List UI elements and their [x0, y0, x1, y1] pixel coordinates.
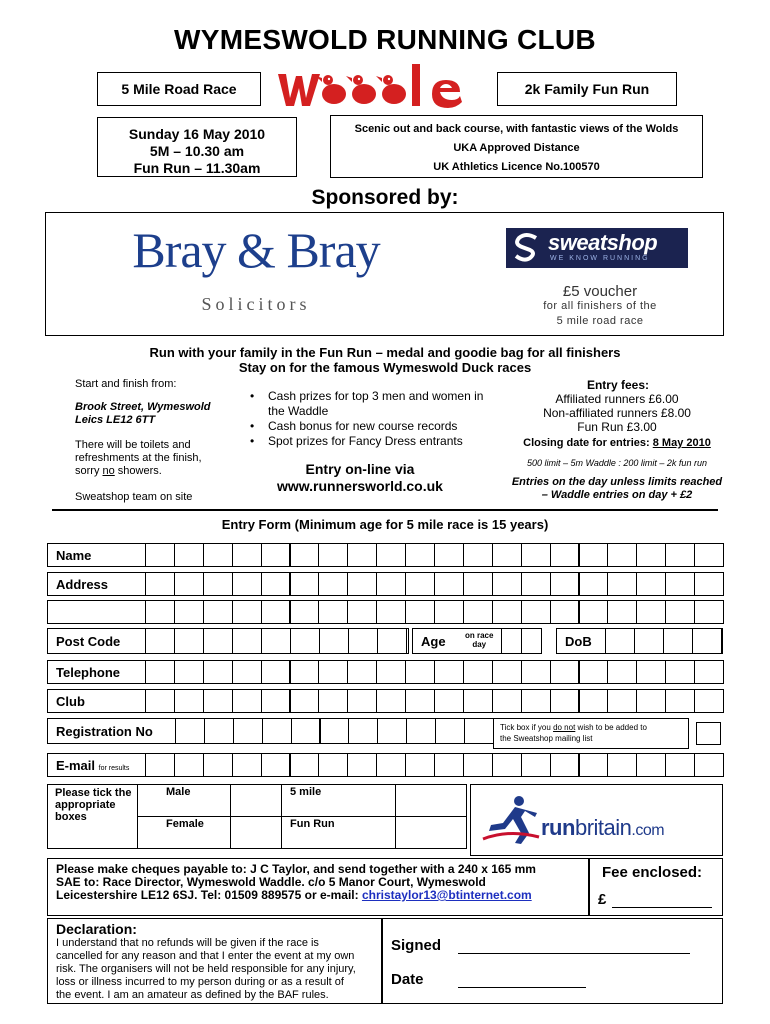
duck-logo-icon [272, 58, 488, 112]
dob-char-cell[interactable] [663, 628, 693, 654]
club-char-cell[interactable] [607, 689, 637, 713]
fee-non-affiliated: Non-affiliated runners £8.00 [543, 406, 691, 420]
name-char-cell[interactable] [318, 543, 348, 567]
entry-online [240, 461, 480, 495]
address-char-cell[interactable] [290, 600, 320, 624]
telephone-char-cell[interactable] [579, 660, 609, 684]
email-label-text: E-mail [56, 758, 96, 773]
tick-label-line1: Please tick the [55, 787, 132, 799]
runbritain-run: run [541, 815, 575, 840]
postcode-char-cell[interactable] [377, 628, 407, 654]
address-char-cell[interactable] [261, 600, 291, 624]
name-char-cell[interactable] [607, 543, 637, 567]
page-title: WYMESWOLD RUNNING CLUB [174, 24, 596, 55]
fees-block [498, 378, 736, 502]
email-char-cell[interactable] [434, 753, 464, 777]
telephone-label: Telephone [56, 665, 121, 680]
race-time-fun-run: Fun Run – 11.30am [133, 160, 261, 176]
declaration-heading: Declaration: [56, 921, 137, 937]
address-char-cell[interactable] [318, 572, 348, 596]
start-label: Start and finish from: [75, 378, 177, 390]
telephone-char-cell[interactable] [636, 660, 666, 684]
email-char-cell[interactable] [145, 753, 175, 777]
mailing-note-post: wish to be added to [575, 723, 647, 732]
declaration-line3: risk. The organisers will not be held responsible for any injury, [56, 963, 356, 975]
postcode-char-cell[interactable] [232, 628, 262, 654]
club-char-cell[interactable] [174, 689, 204, 713]
telephone-char-cell[interactable] [145, 660, 175, 684]
email-char-cell[interactable] [492, 753, 522, 777]
entry-online-label: Entry on-line via [305, 461, 415, 477]
bray-logo: Bray & Bray [132, 222, 380, 278]
registration-char-cell[interactable] [262, 718, 292, 744]
name-char-cell[interactable] [521, 543, 551, 567]
name-char-cell[interactable] [261, 543, 291, 567]
telephone-char-cell[interactable] [318, 660, 348, 684]
race-date: Sunday 16 May 2010 [128, 126, 266, 142]
tick-label-line3: boxes [55, 811, 87, 823]
entry-limits: 500 limit – 5m Waddle : 200 limit – 2k fun run [527, 458, 707, 468]
mailing-note-line2: the Sweatshop mailing list [500, 734, 593, 743]
address-char-cell[interactable] [694, 572, 724, 596]
payment-line2: SAE to: Race Director, Wymeswold Waddle. c/o 5 Manor Court, Wymeswold [56, 875, 486, 889]
prize-item: • Cash prizes for top 3 men and women in the Waddle [246, 389, 496, 419]
tick-label [55, 787, 131, 823]
toilets-line2: refreshments at the finish, [75, 452, 202, 464]
course-info-box [330, 115, 703, 178]
closing-date-value: 8 May 2010 [652, 437, 711, 449]
race-left-box [97, 72, 261, 106]
declaration-line4: loss or illness incurred to my person during or as a result of [56, 976, 344, 988]
club-char-cell[interactable] [232, 689, 262, 713]
signed-label: Signed [391, 937, 442, 954]
postcode-char-cell[interactable] [348, 628, 378, 654]
club-char-cell[interactable] [203, 689, 233, 713]
club-char-cell[interactable] [550, 689, 580, 713]
name-char-cell[interactable] [405, 543, 435, 567]
licence-number: UK Athletics Licence No.100570 [433, 161, 600, 173]
sweatshop-logo [506, 228, 688, 268]
name-char-cell[interactable] [203, 543, 233, 567]
club-char-cell[interactable] [636, 689, 666, 713]
voucher: £5 voucher [562, 283, 638, 300]
fee-amount-line[interactable] [612, 907, 712, 908]
fees-heading: Entry fees: [586, 378, 649, 392]
course-description: Scenic out and back course, with fantastic views of the Wolds [354, 123, 679, 135]
email-char-cell[interactable] [290, 753, 320, 777]
declaration-text [56, 937, 356, 1002]
email-char-cell[interactable] [694, 753, 724, 777]
club-char-cell[interactable] [579, 689, 609, 713]
name-label: Name [56, 548, 92, 563]
address-char-cell[interactable] [145, 600, 175, 624]
date-box [97, 117, 297, 177]
email-char-cell[interactable] [463, 753, 493, 777]
race-time-5m: 5M – 10.30 am [149, 143, 245, 159]
race-right-label: 2k Family Fun Run [524, 81, 650, 97]
address-char-cell[interactable] [232, 600, 262, 624]
sweatshop-tagline: WE KNOW RUNNING [550, 255, 650, 262]
name-char-cell[interactable] [636, 543, 666, 567]
payment-email-link[interactable]: christaylor13@btinternet.com [361, 888, 532, 902]
address-char-cell[interactable] [434, 600, 464, 624]
telephone-char-cell[interactable] [694, 660, 724, 684]
address-label: Address [56, 577, 109, 592]
female-label: Female [166, 818, 204, 830]
club-char-cell[interactable] [261, 689, 291, 713]
closing-label: Closing date for entries: [523, 437, 653, 449]
registration-char-cell[interactable] [435, 718, 465, 744]
name-char-cell[interactable] [579, 543, 609, 567]
club-char-cell[interactable] [463, 689, 493, 713]
address-char-cell[interactable] [174, 600, 204, 624]
postcode-char-cell[interactable] [319, 628, 349, 654]
prize-item: • Cash bonus for new course records [246, 419, 496, 434]
name-char-cell[interactable] [665, 543, 695, 567]
entries-on-day-line1: Entries on the day unless limits reached [511, 476, 723, 488]
race-left-label: 5 Mile Road Race [121, 81, 237, 97]
club-char-cell[interactable] [521, 689, 551, 713]
address-char-cell[interactable] [550, 600, 580, 624]
uka-approved: UKA Approved Distance [453, 142, 580, 154]
email-char-cell[interactable] [579, 753, 609, 777]
email-char-cell[interactable] [607, 753, 637, 777]
address-char-cell[interactable] [376, 572, 406, 596]
sweatshop-swirl-icon [512, 232, 542, 264]
sweatshop-team: Sweatshop team on site [75, 491, 193, 503]
payment-box [47, 858, 589, 916]
runner-icon [481, 793, 541, 845]
male-label: Male [166, 786, 191, 798]
start-address-line2: Leics LE12 6TT [75, 414, 156, 426]
runbritain-box [470, 784, 723, 856]
postcode-label: Post Code [56, 634, 121, 649]
address-char-cell[interactable] [521, 572, 551, 596]
telephone-char-cell[interactable] [261, 660, 291, 684]
sweatshop-name: sweatshop [548, 230, 658, 255]
telephone-char-cell[interactable] [203, 660, 233, 684]
entry-online-url[interactable]: www.runnersworld.co.uk [277, 478, 443, 494]
email-char-cell[interactable] [203, 753, 233, 777]
club-char-cell[interactable] [290, 689, 320, 713]
address-char-cell[interactable] [694, 600, 724, 624]
address-char-cell[interactable] [463, 600, 493, 624]
declaration-box [47, 918, 382, 1004]
payment-line1: Please make cheques payable to: J C Taylor, and send together with a 240 x 165 mm [56, 862, 536, 876]
telephone-char-cell[interactable] [232, 660, 262, 684]
registration-char-cell[interactable] [348, 718, 378, 744]
promo [0, 345, 770, 375]
toilets-post: showers. [114, 465, 162, 477]
dob-char-cell[interactable] [605, 628, 635, 654]
address-char-cell[interactable] [290, 572, 320, 596]
female-checkbox[interactable] [230, 816, 282, 849]
registration-char-cell[interactable] [320, 718, 350, 744]
fun-run-label: Fun Run [290, 818, 335, 830]
club-char-cell[interactable] [492, 689, 522, 713]
club-char-cell[interactable] [694, 689, 724, 713]
address-char-cell[interactable] [405, 572, 435, 596]
club-char-cell[interactable] [318, 689, 348, 713]
date-line[interactable] [458, 987, 586, 988]
address-char-cell[interactable] [203, 600, 233, 624]
telephone-char-cell[interactable] [521, 660, 551, 684]
address-char-cell[interactable] [665, 572, 695, 596]
start-address-line1: Brook Street, Wymeswold [75, 401, 211, 413]
name-char-cell[interactable] [347, 543, 377, 567]
five-mile-checkbox[interactable] [395, 784, 467, 817]
telephone-char-cell[interactable] [347, 660, 377, 684]
email-char-cell[interactable] [665, 753, 695, 777]
mailing-note-do-not: do not [553, 723, 576, 732]
mailing-list-note [493, 718, 689, 749]
toilets-no: no [102, 465, 115, 477]
voucher-detail-line2: 5 mile road race [556, 315, 644, 327]
prize-list [246, 389, 496, 449]
runbritain-com: .com [631, 822, 665, 839]
club-char-cell[interactable] [405, 689, 435, 713]
dob-char-cell[interactable] [634, 628, 664, 654]
email-note: for results [98, 765, 130, 772]
age-char-cell[interactable] [501, 628, 522, 654]
runbritain-britain: britain [574, 815, 632, 840]
address-char-cell[interactable] [261, 572, 291, 596]
left-info [75, 378, 211, 504]
telephone-char-cell[interactable] [463, 660, 493, 684]
address-char-cell[interactable] [636, 600, 666, 624]
postcode-char-cell[interactable] [261, 628, 291, 654]
email-char-cell[interactable] [318, 753, 348, 777]
form-heading: Entry Form (Minimum age for 5 mile race is 15 years) [221, 517, 549, 532]
postcode-char-cell[interactable] [145, 628, 175, 654]
mailing-note-pre: Tick box if you [500, 723, 554, 732]
on-race-day-line2: day [472, 640, 487, 649]
telephone-char-cell[interactable] [376, 660, 406, 684]
postcode-char-cell[interactable] [203, 628, 233, 654]
telephone-char-cell[interactable] [550, 660, 580, 684]
registration-char-cell[interactable] [175, 718, 205, 744]
registration-char-cell[interactable] [204, 718, 234, 744]
fee-fun-run: Fun Run £3.00 [577, 420, 657, 434]
club-label: Club [56, 694, 85, 709]
email-char-cell[interactable] [521, 753, 551, 777]
address-char-cell[interactable] [174, 572, 204, 596]
registration-char-cell[interactable] [464, 718, 494, 744]
dob-label: DoB [565, 634, 592, 649]
five-mile-label: 5 mile [290, 786, 322, 798]
address-char-cell[interactable] [145, 572, 175, 596]
name-char-cell[interactable] [694, 543, 724, 567]
race-right-box [497, 72, 677, 106]
entries-on-day [498, 476, 736, 502]
declaration-line2: cancelled for any reason and that I enter the event at my own [56, 950, 355, 962]
on-race-day-line1: on race [465, 631, 494, 640]
registration-char-cell[interactable] [377, 718, 407, 744]
address-char-cell[interactable] [318, 600, 348, 624]
address-char-cell[interactable] [347, 600, 377, 624]
email-char-cell[interactable] [174, 753, 204, 777]
email-char-cell[interactable] [636, 753, 666, 777]
telephone-char-cell[interactable] [607, 660, 637, 684]
date-label: Date [391, 971, 424, 988]
tick-label-line2: appropriate [55, 799, 116, 811]
address-char-cell[interactable] [492, 600, 522, 624]
registration-char-cell[interactable] [291, 718, 321, 744]
fee-label: Fee enclosed: [602, 864, 703, 881]
email-char-cell[interactable] [376, 753, 406, 777]
address-char-cell[interactable] [579, 600, 609, 624]
payment-line3-pre: Leicestershire LE12 6SJ. Tel: 01509 889575 or e-mail: [56, 888, 362, 902]
telephone-char-cell[interactable] [665, 660, 695, 684]
address-char-cell[interactable] [579, 572, 609, 596]
entries-on-day-line2: – Waddle entries on day + £2 [541, 489, 693, 501]
voucher-detail-line1: for all finishers of the [543, 300, 657, 312]
address-char-cell[interactable] [203, 572, 233, 596]
age-label: Age [421, 634, 446, 649]
email-char-cell[interactable] [550, 753, 580, 777]
address-char-cell[interactable] [665, 600, 695, 624]
postcode-char-cell[interactable] [174, 628, 204, 654]
name-char-cell[interactable] [550, 543, 580, 567]
toilets-line1: There will be toilets and [75, 439, 191, 451]
fee-currency: £ [598, 891, 607, 908]
signature-line[interactable] [458, 953, 690, 954]
promo-line1: Run with your family in the Fun Run – medal and goodie bag for all finishers [149, 345, 621, 360]
club-char-cell[interactable] [376, 689, 406, 713]
club-char-cell[interactable] [665, 689, 695, 713]
fun-run-checkbox[interactable] [395, 816, 467, 849]
name-char-cell[interactable] [376, 543, 406, 567]
name-char-cell[interactable] [492, 543, 522, 567]
telephone-char-cell[interactable] [290, 660, 320, 684]
telephone-char-cell[interactable] [492, 660, 522, 684]
club-char-cell[interactable] [347, 689, 377, 713]
name-char-cell[interactable] [174, 543, 204, 567]
registration-char-cell[interactable] [233, 718, 263, 744]
telephone-char-cell[interactable] [405, 660, 435, 684]
registration-label: Registration No [56, 724, 153, 739]
separator [52, 509, 718, 511]
email-char-cell[interactable] [232, 753, 262, 777]
name-char-cell[interactable] [463, 543, 493, 567]
address-char-cell[interactable] [636, 572, 666, 596]
address-char-cell[interactable] [607, 600, 637, 624]
declaration-line1: I understand that no refunds will be given if the race is [56, 937, 319, 949]
address-char-cell[interactable] [347, 572, 377, 596]
registration-char-cell[interactable] [406, 718, 436, 744]
telephone-char-cell[interactable] [434, 660, 464, 684]
toilets-pre: sorry [75, 465, 103, 477]
payment-text [56, 863, 536, 902]
prize-item: • Spot prizes for Fancy Dress entrants [246, 434, 496, 449]
closing-date [498, 436, 736, 450]
fee-box [589, 858, 723, 916]
name-char-cell[interactable] [290, 543, 320, 567]
promo-line2: Stay on for the famous Wymeswold Duck races [238, 360, 532, 375]
name-char-cell[interactable] [145, 543, 175, 567]
address-char-cell[interactable] [405, 600, 435, 624]
mailing-list-checkbox[interactable] [696, 722, 721, 745]
email-char-cell[interactable] [347, 753, 377, 777]
fee-affiliated: Affiliated runners £6.00 [555, 392, 679, 406]
on-race-day [465, 631, 493, 649]
name-char-cell[interactable] [434, 543, 464, 567]
address-char-cell[interactable] [492, 572, 522, 596]
mailing-note-line1 [500, 722, 688, 733]
male-checkbox[interactable] [230, 784, 282, 817]
payment-line3 [56, 889, 536, 902]
club-char-cell[interactable] [145, 689, 175, 713]
address-char-cell[interactable] [376, 600, 406, 624]
address-char-cell[interactable] [550, 572, 580, 596]
declaration-line5: the event. I am an amateur as defined by the BAF rules. [56, 989, 329, 1001]
sponsored-heading: Sponsored by: [311, 186, 459, 209]
bray-solicitors: Solicitors [201, 294, 311, 314]
runbritain-logo [541, 815, 664, 841]
email-char-cell[interactable] [261, 753, 291, 777]
waddle-logo [272, 58, 488, 112]
name-char-cell[interactable] [232, 543, 262, 567]
email-char-cell[interactable] [405, 753, 435, 777]
postcode-char-cell[interactable] [290, 628, 320, 654]
signature-box [382, 918, 723, 1004]
voucher-detail [500, 299, 700, 329]
email-label [56, 758, 129, 773]
address-char-cell[interactable] [232, 572, 262, 596]
age-char-cell[interactable] [521, 628, 542, 654]
address-char-cell[interactable] [434, 572, 464, 596]
toilets-line3 [75, 465, 211, 478]
dob-char-cell[interactable] [692, 628, 722, 654]
address-char-cell[interactable] [607, 572, 637, 596]
telephone-char-cell[interactable] [174, 660, 204, 684]
address-char-cell[interactable] [463, 572, 493, 596]
address-char-cell[interactable] [521, 600, 551, 624]
club-char-cell[interactable] [434, 689, 464, 713]
